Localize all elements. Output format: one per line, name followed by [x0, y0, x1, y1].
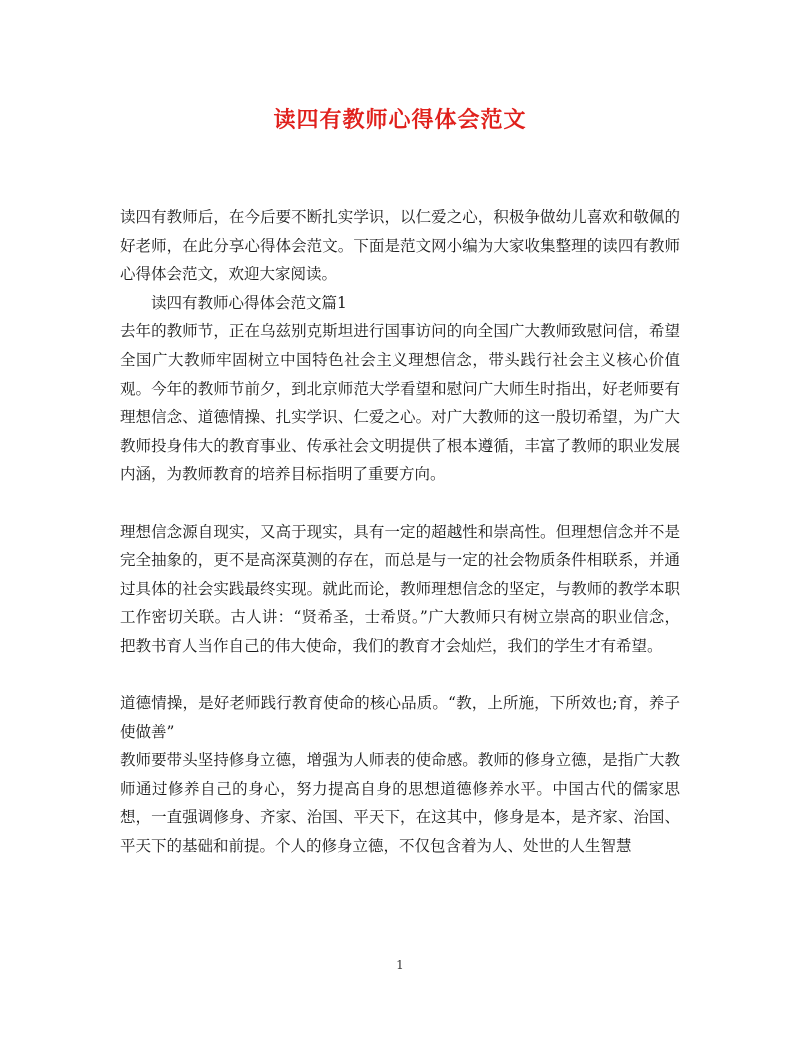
document-body	[120, 203, 680, 861]
body-paragraph: 去年的教师节，正在乌兹别克斯坦进行国事访问的向全国广大教师致慰问信，希望全国广大教师牢固树立中国特色社会主义理想信念，带头践行社会主义核心价值观。今年的教师节前夕，到北京师范大学看望和慰问广大师生时指出，好老师要有理想信念、道德情操、扎实学识、仁爱之心。对广大教师的这一殷切希望，为广大教师投身伟大的教育事业、传承社会文明提供了根本遵循，丰富了教师的职业发展内涵，为教师教育的培养目标指明了重要方向。	[120, 322, 680, 484]
document-title: 读四有教师心得体会范文	[273, 107, 527, 133]
body-paragraph: 教师要带头坚持修身立德，增强为人师表的使命感。教师的修身立德，是指广大教师通过修养自己的身心，努力提高自身的思想道德修养水平。中国古代的儒家思想，一直强调修身、齐家、治国、平天下，在这其中，修身是本，是齐家、治国、平天下的基础和前提。个人的修身立德，不仅包含着为人、处世的人生智慧	[120, 751, 680, 856]
body-paragraph: 道德情操，是好老师践行教育使命的核心品质。“教，上所施，下所效也;育，养子使做善”	[120, 694, 680, 741]
intro-paragraph: 读四有教师后，在今后要不断扎实学识，以仁爱之心，积极争做幼儿喜欢和敬佩的好老师，在此分享心得体会范文。下面是范文网小编为大家收集整理的读四有教师心得体会范文，欢迎大家阅读。	[120, 208, 680, 284]
page-number: 1	[396, 958, 404, 972]
body-paragraph: 理想信念源自现实，又高于现实，具有一定的超越性和崇高性。但理想信念并不是完全抽象的，更不是高深莫测的存在，而总是与一定的社会物质条件相联系，并通过具体的社会实践最终实现。就此而论，教师理想信念的坚定，与教师的教学本职工作密切关联。古人讲：“贤希圣，士希贤。”广大教师只有树立崇高的职业信念，把教书育人当作自己的伟大使命，我们的教育才会灿烂，我们的学生才有希望。	[120, 522, 680, 655]
section-heading: 读四有教师心得体会范文篇1	[151, 293, 347, 312]
